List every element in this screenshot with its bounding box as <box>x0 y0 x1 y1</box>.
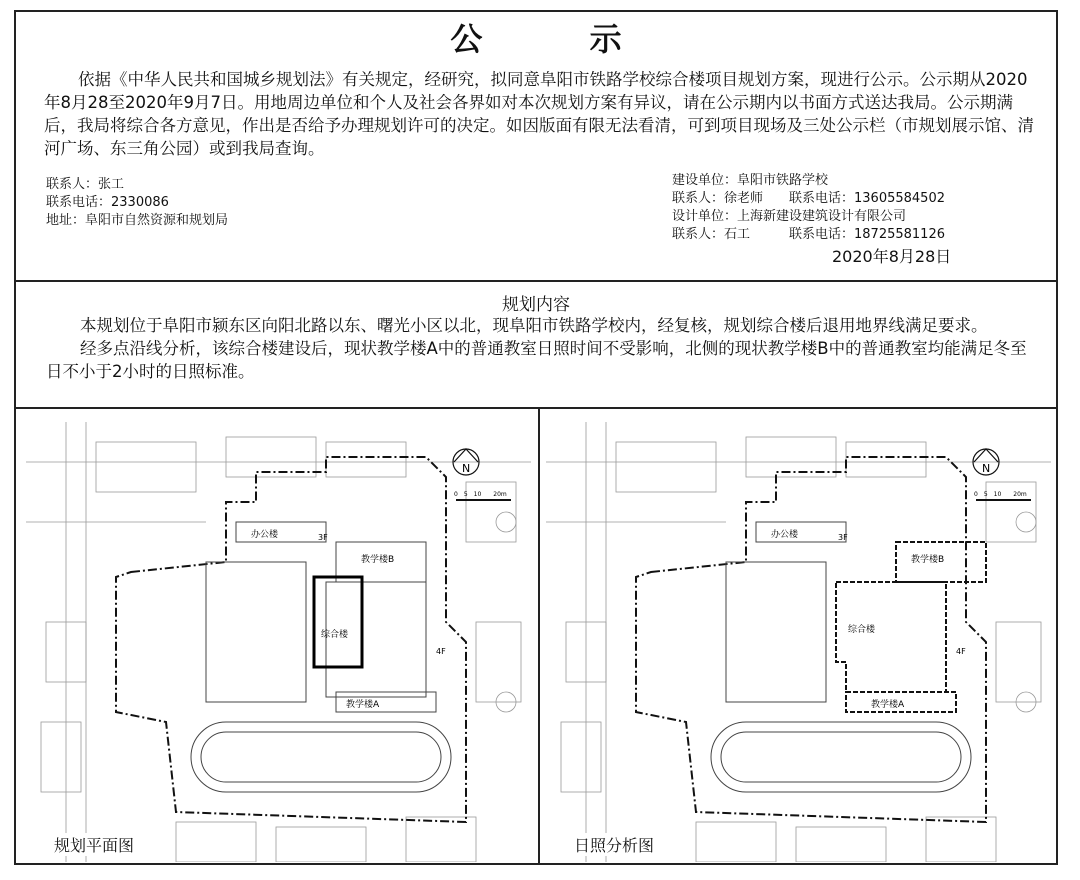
building-b-label: 教学楼B <box>361 555 395 565</box>
contact-address: 地址：阜阳市自然资源和规划局 <box>46 213 229 228</box>
notice-date: 2020年8月28日 <box>832 247 952 266</box>
office-label: 办公楼 <box>771 530 799 540</box>
map-divider <box>538 407 540 865</box>
builder-contact: 联系人：徐老师 联系电话：13605584502 <box>672 191 945 206</box>
scale-bar: 0 5 10 20m <box>974 491 1027 498</box>
site-plan-map <box>26 422 531 862</box>
plan-heading: 规划内容 <box>502 295 570 315</box>
complex-label: 综合楼 <box>321 630 349 640</box>
sunlight-analysis-map <box>546 422 1051 862</box>
floor-label: 3F <box>838 533 848 542</box>
floor-label: 4F <box>956 647 966 656</box>
complex-label: 综合楼 <box>848 625 876 635</box>
contact-phone: 联系电话：2330086 <box>46 195 169 210</box>
divider <box>16 407 1056 409</box>
svg-text:N: N <box>462 462 471 475</box>
sunlight-analysis-drawing <box>546 422 1051 862</box>
svg-text:N: N <box>982 462 991 475</box>
site-plan-caption: 规划平面图 <box>54 833 134 856</box>
divider <box>16 280 1056 282</box>
building-a-label: 教学楼A <box>346 700 380 710</box>
scale-bar: 0 5 10 20m <box>454 491 507 498</box>
intro-text: 依据《中华人民共和国城乡规划法》有关规定，经研究，拟同意阜阳市铁路学校综合楼项目规划方案，现进行公示。公示期从2020年8月28至2020年9月7日。用地周边单位和个人及社会各界如对本次规划方案有异议，请在公示期内以书面方式送达我局。公示期满后，我局将综合各方意见，作出是否给予办理规划许可的决定。如因版面有限无法看清，可到项目现场及三处公示栏（市规划展示馆、清河广场、东三角公园）或到我局查询。 <box>44 70 1034 158</box>
notice-title: 公 示 <box>450 20 670 58</box>
contact-person: 联系人：张工 <box>46 177 125 192</box>
building-b-label: 教学楼B <box>911 555 945 565</box>
floor-label: 3F <box>318 533 328 542</box>
notice-frame <box>14 10 1058 865</box>
builder-unit: 建设单位：阜阳市铁路学校 <box>672 173 829 188</box>
site-plan-drawing <box>26 422 531 862</box>
plan-paragraph: 经多点沿线分析，该综合楼建设后，现状教学楼A中的普通教室日照时间不受影响，北侧的现状教学楼B中的普通教室均能满足冬至日不小于2小时的日照标准。 <box>46 339 1027 381</box>
plan-paragraph: 本规划位于阜阳市颍东区向阳北路以东、曙光小区以北，现阜阳市铁路学校内，经复核，规划综合楼后退用地界线满足要求。 <box>80 316 988 335</box>
contact-left <box>46 176 228 230</box>
designer-unit: 设计单位：上海新建设建筑设计有限公司 <box>672 209 907 224</box>
contact-right <box>672 172 951 266</box>
notice-intro <box>44 68 1034 160</box>
designer-contact: 联系人：石工 联系电话：18725581126 <box>672 227 945 242</box>
office-label: 办公楼 <box>251 530 279 540</box>
floor-label: 4F <box>436 647 446 656</box>
sunlight-analysis-caption: 日照分析图 <box>574 833 654 856</box>
plan-body <box>46 314 1036 383</box>
building-a-label: 教学楼A <box>871 700 905 710</box>
